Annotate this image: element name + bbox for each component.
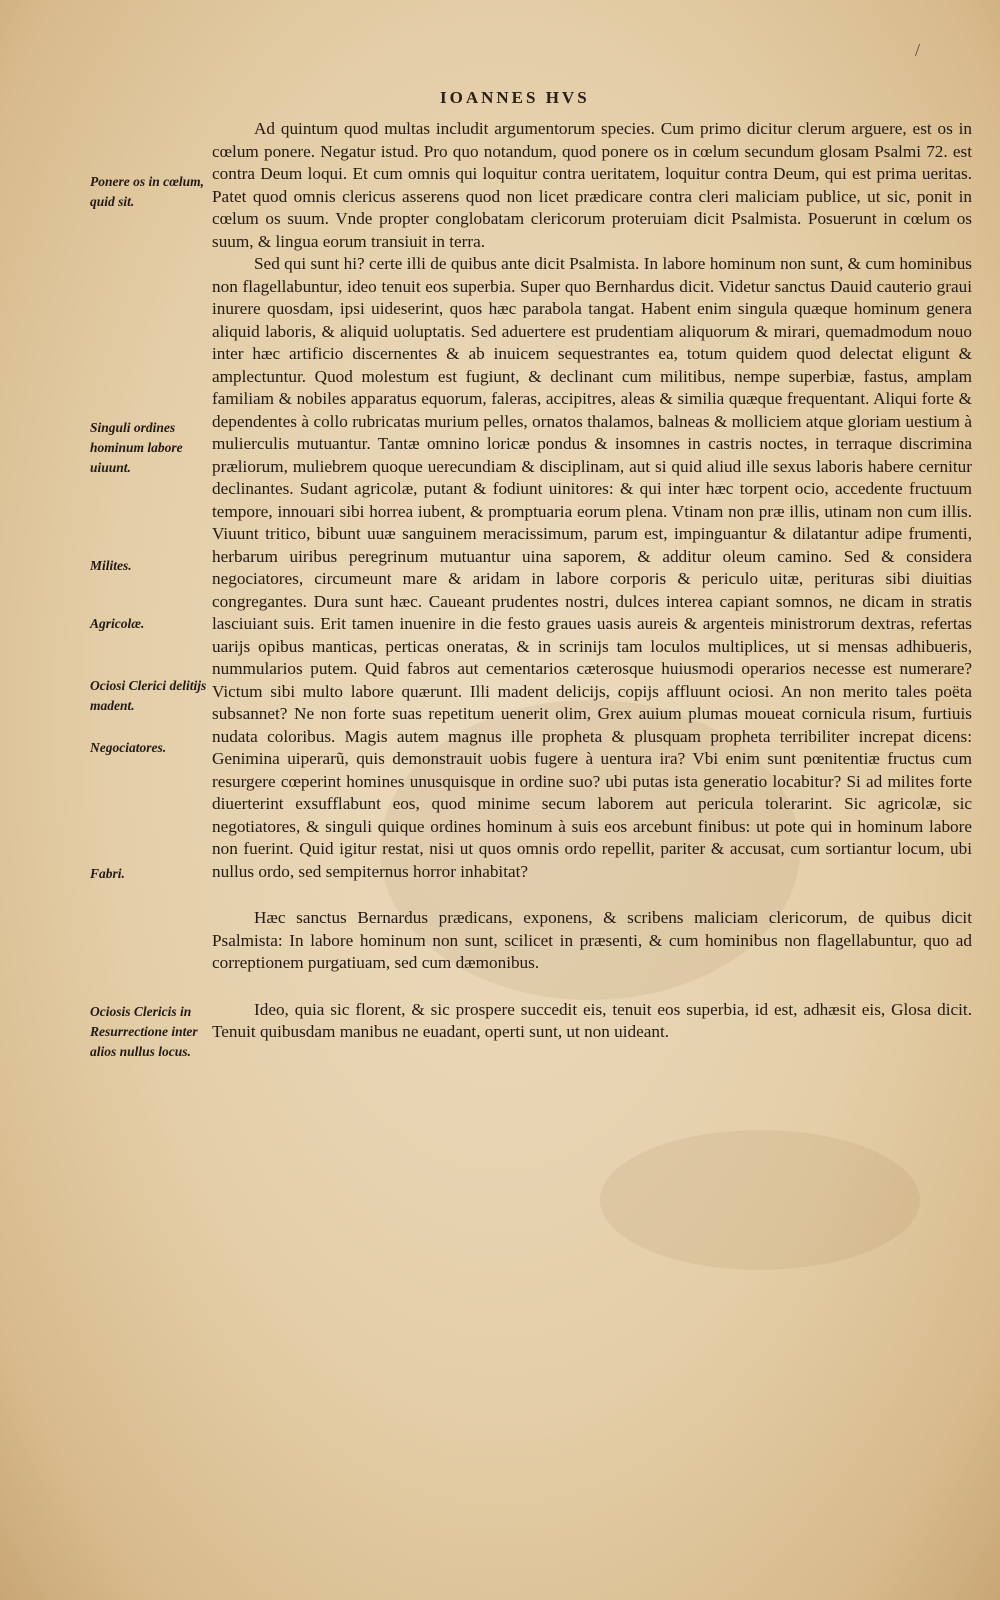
margin-notes xyxy=(0,0,210,1600)
margin-note: Agricolæ. xyxy=(90,616,145,631)
running-title: IOANNES HVS xyxy=(440,88,590,107)
page-mark: / xyxy=(915,40,921,60)
margin-note: Ponere os in cœlum, quid sit. xyxy=(90,174,205,209)
margin-note: Fabri. xyxy=(90,866,125,881)
margin-note: Negociatores. xyxy=(90,740,167,755)
paragraph: Ideo, quia sic florent, & sic prospere succedit eis, tenuit eos superbia, id est, adhæsit eis, Glosa dicit. Tenuit quibusdam manibus ne euadant, operti sunt, ut non uideant. xyxy=(212,999,972,1041)
margin-note: Ociosis Clericis in Resurrectione inter alios nullus locus. xyxy=(90,1004,198,1059)
paper-stain xyxy=(600,1130,920,1270)
margin-note: Ociosi Clerici delitijs madent. xyxy=(90,678,207,713)
body-text xyxy=(212,118,972,1044)
margin-note: Singuli ordines hominum labore uiuunt. xyxy=(90,420,183,475)
paragraph: Sed qui sunt hi? certe illi de quibus ante dicit Psalmista. In labore hominum non sunt, & cum hominibus non flagellabuntur, ideo tenuit eos superbia. Super quo Bernhardus dicit. Videtur sanctus Dauid cauterio graui inurere quosdam, ipsi uideserint, quos hæc parabola tangat. Habent enim singula quæque hominum genera aliquid laboris, & aliquid uoluptatis. Sed aduertere est prudentiam aliquorum & mirari, quemadmodum nouo inter hæc artificio discernentes & ab inuicem sequestrantes ea, totum quidem quod delectat eligunt & amplectuntur. Quod molestum est fugiunt, & declinant cum militibus, nempe superbiæ, fastus, amplam familiam & nobiles apparatus equorum, faleras, accipitres, aleas & similia quæque frequentant. Aliqui forte & dependentes à collo rubricatas murium pelles, ornatos thalamos, balneas & molliciem atque gloriam uestium à mulierculis mutuantur. Tantæ omnino loricæ pondus & insomnes in castris noctes, in terraque discrimina præliorum, muliebrem quoque uerecundiam & disciplinam, aut si quid aliud ille sexus laboris habere cernitur declinantes. Sudant agricolæ, putant & fodiunt uinitores: & qui inter hæc torpent ocio, accedente fructuum tempore, innouari sibi horrea iubent, & promptuaria eorum plena. Vtinam non præ illis, utinam non cum illis. Viuunt tritico, bibunt uuæ sanguinem meracissimum, parum est, impinguantur & dilatantur adipe frumenti, herbarum uiribus peregrinum mutuantur uina saporem, & additur oleum camino. Sed & considera negociatores, circumeunt mare & aridam in labore corporis & periculo uitæ, perituras sibi diuitias congregantes. Dura sunt hæc. Caueant prudentes nostri, dulces interea capiant somnos, ne dicam in stratis lasciuiant suis. Erit tamen inuenire in die festo graues uasis aureis & argenteis ministrorum dextras, refertas uarijs opibus manticas, perticas oneratas, & in scrinijs tam loculos multiplices, ut si mensas adhibueris, nummularios putem. Quid fabros aut cementarios cæterosque huiusmodi operarios necesse est numerare? Victum sibi multo labore quærunt. Illi madent delicijs, copijs affluunt ociosi. An non merito tales poëta subsannet? Ne non forte suas repetitum uenerit olim, Grex auium plumas moueat cornicula risum, furtiuis nudata coloribus. Magis autem magnus ille propheta & plusquam propheta terribiliter increpat dicens: Genimina uiperarũ, quis demonstrauit uobis fugere à uentura ira? Vbi enim sunt pœnitentiæ fructus cum resurgere cœperint homines unusquisque in ordine suo? ubi putas ista generatio locabitur? Si ad milites forte diuerterint exsufflabunt eos, quod minime secum laborem aut pericula tolerarint. Sic agricolæ, sic negotiatores, & singuli quique ordines hominum à suis eos arcebunt finibus: ut pote qui in hominum labore non fuerint. Quid igitur restat, nisi ut quos omnis ordo repellit, pariter & accusat, cum sortiantur locum, ubi nullus ordo, sed sempiternus horror inhabitat? xyxy=(212,254,972,881)
paragraph: Ad quintum quod multas includit argumentorum species. Cum primo dicitur clerum arguere, est os in cœlum ponere. Negatur istud. Pro quo notandum, quod ponere os in cœlum secundum glosam Psalmi 72. est contra Deum loqui. Et cum omnis qui loquitur contra ueritatem, loquitur contra Deum, qui est prima ueritas. Patet quod omnis clericus asserens quod non licet prædicare contra cleri maliciam publice, ut sic, ponit in cœlum os suum. Vnde propter conglobatam clericorum proteruiam dicit Psalmista. Posuerunt in cœlum os suum, & lingua eorum transiuit in terra. xyxy=(212,119,972,251)
paragraph: Hæc sanctus Bernardus prædicans, exponens, & scribens maliciam clericorum, de quibus dicit Psalmista: In labore hominum non sunt, scilicet in præsenti, & cum hominibus non flagellabuntur, quo ad correptionem purgatiuam, sed cum dæmonibus. xyxy=(212,908,972,972)
margin-note: Milites. xyxy=(90,558,132,573)
